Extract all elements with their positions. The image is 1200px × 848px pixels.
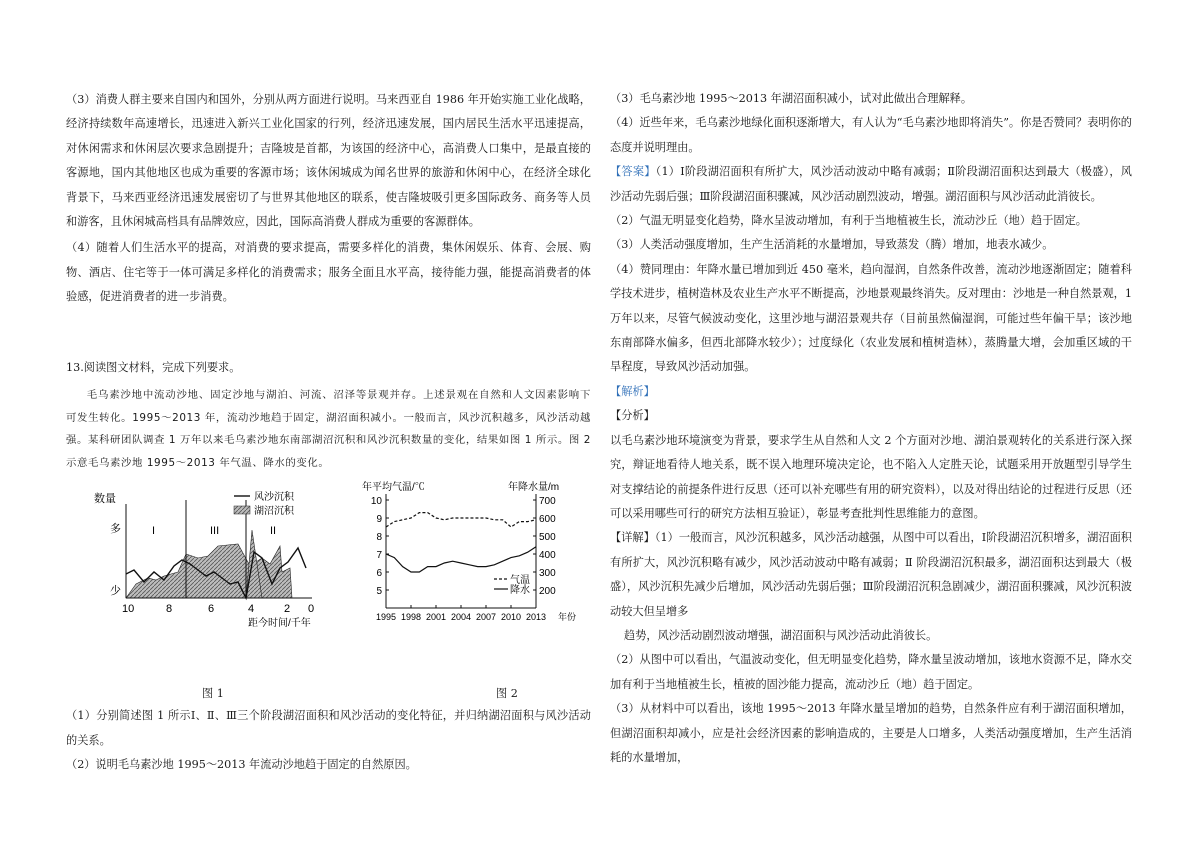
answer-2: （2）气温无明显变化趋势，降水呈波动增加，有利于当地植被生长，流动沙丘（地）趋于固定。 [610, 214, 1087, 228]
fig2-series-line-1 [386, 547, 536, 572]
sub-question-1: （1）分别简述图 1 所示Ⅰ、Ⅱ、Ⅲ三个阶段湖沼面积和风沙活动的变化特征，并归纳湖沼面积与风沙活动的关系。 [66, 709, 591, 747]
fig2-x-tick-label: 2001 [425, 612, 447, 623]
fig2-left-tick-label: 5 [376, 586, 382, 598]
stage-label-2: II [270, 525, 277, 538]
stage-label-1: I [152, 525, 156, 538]
fig1-xtick-0: 0 [308, 603, 315, 616]
fig2-x-tick-label: 2010 [500, 612, 522, 623]
fig1-ylabel: 数量 [94, 493, 116, 506]
answer-paragraph-3: （3）消费人群主要来自国内和国外，分别从两方面进行说明。马来西亚自 1986 年开始实施工业化战略，经济持续数年高速增长，迅速进入新兴工业化国家的行列，经济迅速发展，国内居民生活水平迅速提高，对休闲需求和休闲层次要求急剧提升；吉隆坡是首都，为该国的经济中心，高消费人口集中，是最直接的客源地，国内其他地区也成为重要的客源市场；该休闲城成为闻名世界的旅游和休闲中心，在经济全球化背景下，马来西亚经济迅速发展密切了与世界其他地区的联系，使吉隆坡吸引更多国际政务、商务等人员和游客，且休闲城高档具有品牌效应，因此，国际高消费人群成为重要的客源群体。 [66, 93, 591, 229]
answer-4: （4）赞同理由：年降水量已增加到近 450 毫米，趋向湿润，自然条件改善，流动沙地逐渐固定；随着科学技术进步，植树造林及农业生产水平不断提高，沙地景观最终消失。反对理由：沙地是一种自然景观，1 万年以来，尽管气候波动变化，这里沙地与湖沼景观共存（目前虽然偏湿润，可能过些年偏干旱；该沙地东南部降水偏多，但西北部降水较少）；过度绿化（农业发展和植树造林），蒸腾量大增，会加重区域的干旱程度，导致风沙活动加强。 [610, 262, 1132, 374]
fig1-xtick-10: 10 [122, 603, 135, 616]
detail-1: 【详解】（1）一般而言，风沙沉积越多，风沙活动越强，从图中可以看出，Ⅰ阶段湖沼沉积增多，湖沼面积有所扩大，风沙沉积略有减少，风沙活动波动中略有减弱；Ⅱ 阶段湖沼沉积最多，湖沼面积达到最大（极盛），风沙沉积先减少后增加，风沙活动先弱后强；Ⅲ阶段湖沼沉积急剧减少，湖沼面积骤减，风沙沉积波动较大但呈增多 [610, 531, 1132, 618]
answer-tag: 【答案】 [610, 165, 656, 179]
detail-3: （3）从材料中可以看出，该地 1995～2013 年降水量呈增加的趋势，自然条件应有利于湖沼面积增加，但湖沼面积却减小，应是社会经济因素的影响造成的，主要是人口增多，人类活动强度增加，生产生活消耗的水量增加， [610, 702, 1132, 764]
fig2-ylabel-right: 年降水量/m [508, 482, 560, 494]
fig2-left-tick-label: 7 [376, 550, 382, 562]
fig2-left-tick-label: 8 [376, 532, 382, 544]
answer-paragraph-4: （4）随着人们生活水平的提高，对消费的要求提高，需要多样化的消费，集休闲娱乐、体育、会展、购物、酒店、住宅等于一体可满足多样化的消费需求；服务全面且水平高，接待能力强，能提高消费者的体验感，促进消费者的进一步消费。 [66, 241, 591, 304]
fig2-right-tick-label: 300 [539, 568, 556, 580]
fenxi-text: 以毛乌素沙地环境演变为背景，要求学生从自然和人文 2 个方面对沙地、湖泊景观转化的关系进行深入探究，辩证地看待人地关系，既不误入地理环境决定论，也不陷入人定胜天论，试题采用开放题型引导学生对支撑结论的前提条件进行反思（还可以补充哪些有用的研究资料），以及对得出结论的过程进行反思（还可以采用哪些可行的研究方法相互验证），彰显考查批判性思维能力的意图。 [610, 433, 1132, 520]
fig1-xtick-8: 8 [166, 603, 173, 616]
fig1-xlabel: 距今时间/千年 [248, 618, 311, 630]
fig2-legend-label-0: 气温 [510, 575, 530, 587]
figure-2-chart [358, 478, 584, 638]
detail-tag: 【详解】 [610, 531, 655, 545]
fig2-x-tick-label: 1998 [400, 612, 422, 623]
fig2-right-tick-label: 400 [539, 550, 556, 562]
detail-1-cont: 趋势，风沙活动剧烈波动增强，湖沼面积与风沙活动此消彼长。 [624, 628, 938, 642]
figure-1-caption: 图 1 [202, 687, 224, 701]
fig1-y-top: 多 [110, 523, 121, 536]
right-column [610, 87, 1132, 770]
fig2-xlabel: 年份 [558, 612, 577, 623]
fig1-xtick-4: 4 [248, 603, 255, 616]
fig2-left-tick-label: 6 [376, 568, 382, 580]
fig2-right-tick-label: 200 [539, 586, 556, 598]
fig2-x-tick-label: 1995 [375, 612, 397, 623]
answer-1: 【答案】（1）Ⅰ阶段湖沼面积有所扩大，风沙活动波动中略有减弱；Ⅱ阶段湖沼面积达到最大（极盛），风沙活动先弱后强；Ⅲ阶段湖沼面积骤减，风沙活动剧烈波动，增强。湖沼面积与风沙活动此消彼长。 [610, 165, 1132, 203]
fig2-right-tick-label: 700 [539, 496, 556, 508]
detail-2: （2）从图中可以看出，气温波动变化，但无明显变化趋势，降水量呈波动增加，该地水资源不足，降水交加有利于当地植被生长，植被的固沙能力提高，流动沙丘（地）趋于固定。 [610, 653, 1132, 691]
left-column [66, 88, 591, 778]
figures [66, 478, 591, 678]
question-4: （4）近些年来，毛乌素沙地绿化面积逐渐增大，有人认为“毛乌素沙地即将消失”。你是否赞同？表明你的态度并说明理由。 [610, 116, 1132, 154]
fig2-left-tick-label: 10 [370, 496, 382, 508]
legend-lake: 湖沼沉积 [254, 506, 294, 518]
fig2-series-line-0 [386, 513, 536, 527]
fig1-xtick-6: 6 [208, 603, 215, 616]
legend-wind: 风沙沉积 [254, 492, 294, 504]
fig2-x-tick-label: 2007 [475, 612, 497, 623]
stage-label-3: III [210, 525, 220, 538]
figure-captions [66, 678, 591, 702]
fig1-xtick-2: 2 [284, 603, 291, 616]
fig2-x-tick-label: 2013 [525, 612, 547, 623]
fig1-y-bottom: 少 [110, 585, 121, 598]
figure-2-caption: 图 2 [496, 687, 518, 701]
fig2-right-tick-label: 500 [539, 532, 556, 544]
question-13-material: 毛乌素沙地中流动沙地、固定沙地与湖泊、河流、沼泽等景观并存。上述景观在自然和人文因素影响下可发生转化。1995～2013 年，流动沙地趋于固定，湖沼面积减小。一般而言，风沙沉积越多，风沙活动越强。某科研团队调查 1 万年以来毛乌素沙地东南部湖沼沉积和风沙沉积数量的变化，结果如图 1 所示。图 2 示意毛乌素沙地 1995～2013 年气温、降水的变化。 [66, 389, 591, 469]
question-3: （3）毛乌素沙地 1995～2013 年湖沼面积减小，试对此做出合理解释。 [610, 92, 973, 105]
sub-question-2: （2）说明毛乌素沙地 1995～2013 年流动沙地趋于固定的自然原因。 [66, 758, 417, 772]
fenxi-tag: 【分析】 [610, 409, 655, 423]
answer-3: （3）人类活动强度增加，生产生活消耗的水量增加，导致蒸发（腾）增加，地表水减少。 [610, 238, 1054, 252]
fig2-legend-label-1: 降水 [510, 585, 530, 597]
fig2-x-tick-label: 2004 [450, 612, 472, 623]
fig2-ylabel-left: 年平均气温/℃ [362, 482, 425, 494]
figure-1-chart [86, 486, 336, 646]
fig2-right-tick-label: 600 [539, 514, 556, 526]
fig2-left-tick-label: 9 [376, 514, 382, 526]
question-13-heading: 13.阅读图文材料，完成下列要求。 [66, 360, 241, 374]
analysis-tag: 【解析】 [610, 384, 655, 398]
